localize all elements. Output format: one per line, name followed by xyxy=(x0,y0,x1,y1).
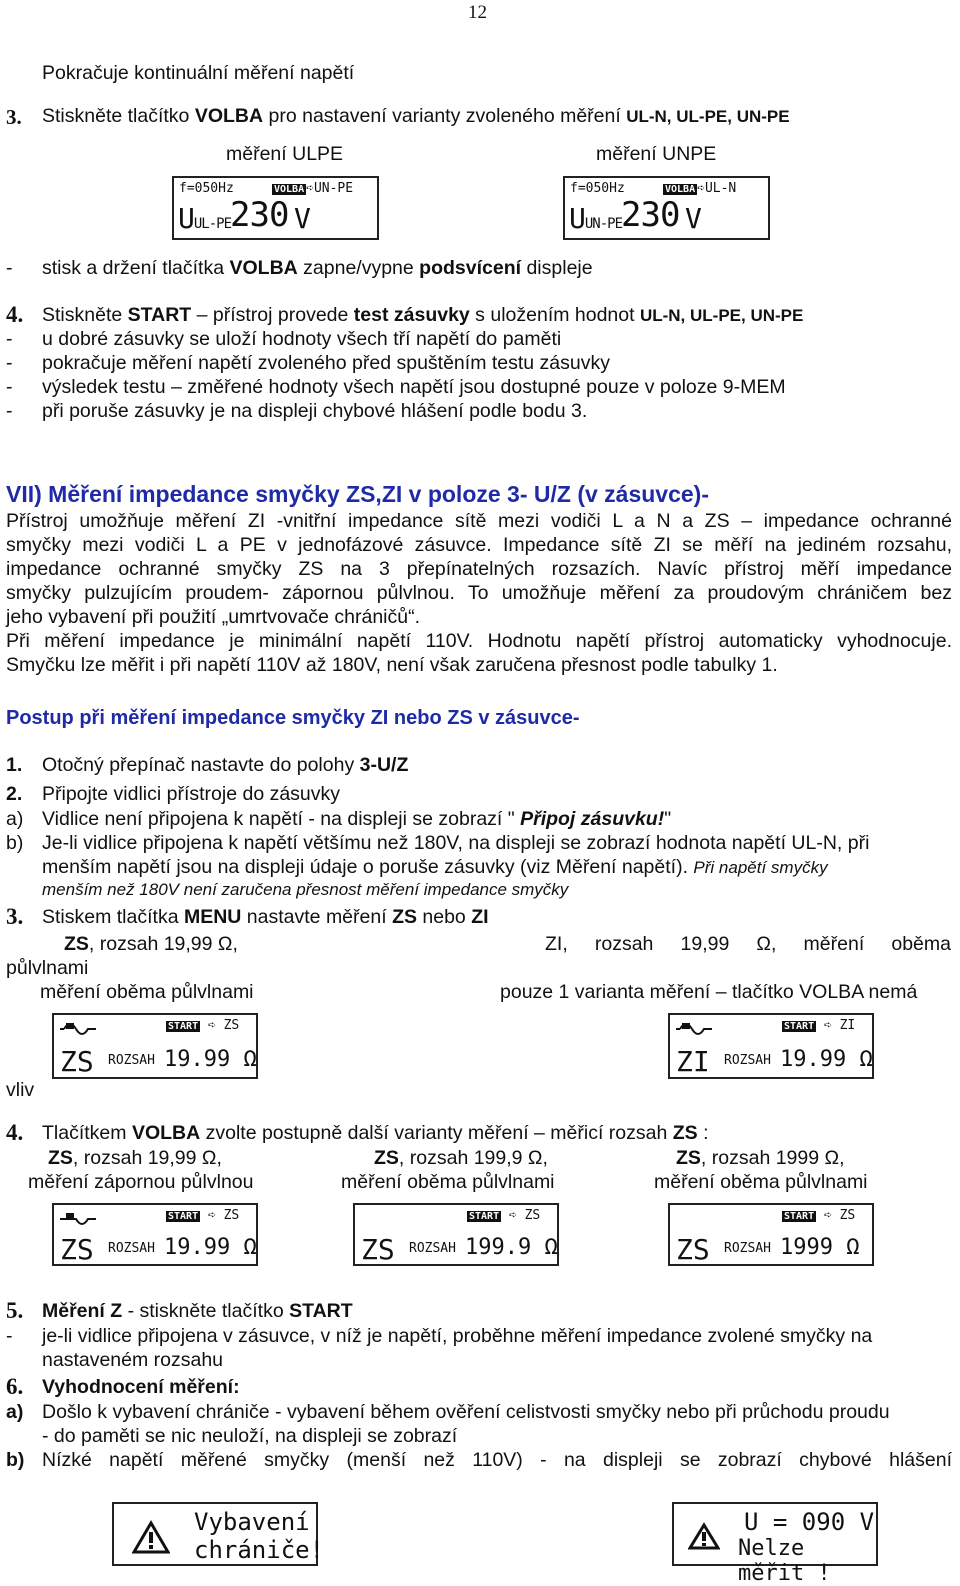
zs-range: ZS, rozsah 19,99 Ω, xyxy=(64,933,238,955)
step-number: 3. xyxy=(6,105,22,129)
step-2: 2. Připojte vidlici přístroje do zásuvky xyxy=(6,783,341,805)
zi-mode: pouze 1 varianta měření – tlačítko VOLBA nemá xyxy=(500,981,918,1003)
zi-range: ZI, rozsah 19,99 Ω, měření oběma xyxy=(545,933,951,955)
page-number: 12 xyxy=(468,2,487,23)
paragraph-line: smyčky pulzujícím proudem- zápornou půlvlnou. To umožňuje měření za proudovým chráničem bez xyxy=(6,582,952,604)
step-1: 1. Otočný přepínač nastavte do polohy 3-U/Z xyxy=(6,754,409,776)
lcd-zi: START ➪ ZI ZI ROZSAH 19.99 Ω xyxy=(668,1013,874,1079)
step-6b: b) Nízké napětí měřené smyčky (menší než 110V) - na displeji se zobrazí chybové hlášení xyxy=(6,1449,952,1471)
step-6: 6. Vyhodnocení měření: xyxy=(6,1374,240,1399)
list-item-cont: nastaveném rozsahu xyxy=(42,1349,224,1371)
lcd-zs-199: START ➪ ZS ZS ROZSAH 199.9 Ω xyxy=(353,1203,559,1266)
step-4-volba: 4. Tlačítkem VOLBA zvolte postupně další varianty měření – měřicí rozsah ZS : xyxy=(6,1120,709,1145)
backlight-note: - stisk a držení tlačítka VOLBA zapne/vypne podsvícení displeje xyxy=(6,257,593,279)
paragraph-line: jeho vybavení při použití „umrtvovače chráničů“. xyxy=(6,606,421,628)
paragraph-line: Přístroj umožňuje měření ZI -vnitřní impedance sítě mezi vodiči L a N a ZS – impedance ochranné xyxy=(6,510,952,532)
step-5: 5. Měření Z - stiskněte tlačítko START xyxy=(6,1298,353,1323)
warning-icon xyxy=(132,1520,170,1554)
half-wave-icon xyxy=(58,1209,98,1229)
paragraph-line: Smyčku lze měřit i při napětí 110V až 180V, není však zaručena přesnost podle tabulky 1. xyxy=(6,654,778,676)
zi-range-cont: půlvlnami xyxy=(6,957,89,979)
warning-icon xyxy=(688,1522,720,1550)
step-3-menu: 3. Stiskem tlačítka MENU nastavte měření ZS nebo ZI xyxy=(6,904,489,929)
section-heading: VII) Měření impedance smyčky ZS,ZI v poloze 3- U/Z (v zásuvce)- xyxy=(6,481,709,507)
variant-mode: měření oběma půlvlnami xyxy=(341,1171,555,1193)
lcd-unpe: f=050Hz VOLBA ➪UL-N UUN-PE 230 V xyxy=(563,176,770,240)
waveform-icon xyxy=(58,1019,98,1039)
lcd-ulpe: f=050Hz VOLBA ➪UN-PE UUL-PE 230 V xyxy=(172,176,379,240)
step-2a: a) Vidlice není připojena k napětí - na displeji se zobrazí " Připoj zásuvku!" xyxy=(6,808,672,830)
step-2b: b) Je-li vidlice připojena k napětí většímu než 180V, na displeji se zobrazí hodnota napětí UL-N, při xyxy=(6,832,870,854)
lcd-zs-both: START ➪ ZS ZS ROZSAH 19.99 Ω xyxy=(52,1013,258,1079)
list-item: - je-li vidlice připojena v zásuvce, v níž je napětí, proběhne měření impedance zvolené smyčky na xyxy=(6,1325,873,1347)
list-item: - pokračuje měření napětí zvoleného před spuštěním testu zásuvky xyxy=(6,352,610,374)
variant-range: ZS, rozsah 1999 Ω, xyxy=(676,1147,845,1169)
variant-range: ZS, rozsah 19,99 Ω, xyxy=(48,1147,222,1169)
variant-range: ZS, rozsah 199,9 Ω, xyxy=(374,1147,548,1169)
arrow-icon: ➪ xyxy=(306,181,314,196)
lcd-zs-1999: START ➪ ZS ZS ROZSAH 1999 Ω xyxy=(668,1203,874,1266)
paragraph-line: Při měření impedance je minimální napětí 110V. Hodnotu napětí přístroj automaticky vyhodnocuje. xyxy=(6,630,952,652)
zi-mode-cont: vliv xyxy=(6,1079,35,1101)
list-item: - při poruše zásuvky je na displeji chybové hlášení podle bodu 3. xyxy=(6,400,588,422)
list-item: - výsledek testu – změřené hodnoty všech napětí jsou dostupné pouze v poloze 9-MEM xyxy=(6,376,786,398)
step-2b-line3: menším než 180V není zaručena přesnost měření impedance smyčky xyxy=(42,880,569,899)
step-3: 3. Stiskněte tlačítko VOLBA pro nastavení varianty zvoleného měření UL-N, UL-PE, UN-PE xyxy=(6,105,790,129)
step-4-test: 4. Stiskněte START – přístroj provede test zásuvky s uložením hodnot UL-N, UL-PE, UN-PE xyxy=(6,302,804,327)
paragraph-line: impedance ochranné smyčky ZS na 3 přepínatelných rozsazích. Navíc přístroj měří impedance xyxy=(6,558,952,580)
lcd-breaker-tripped: Vybavení chrániče! xyxy=(112,1502,318,1566)
step-2b-line2: menším napětí jsou na displeji údaje o poruše zásuvky (viz Měření napětí). Při napětí smyčky xyxy=(42,856,828,878)
continuation-text: Pokračuje kontinuální měření napětí xyxy=(42,62,355,84)
variant-mode: měření oběma půlvlnami xyxy=(654,1171,868,1193)
arrow-icon: ➪ xyxy=(697,181,705,196)
variant-mode: měření zápornou půlvlnou xyxy=(28,1171,254,1193)
zs-mode: měření oběma půlvlnami xyxy=(40,981,254,1003)
list-item: - u dobré zásuvky se uloží hodnoty všech tří napětí do paměti xyxy=(6,328,562,350)
lcd-zs-negative: START ➪ ZS ZS ROZSAH 19.99 Ω xyxy=(52,1203,258,1266)
waveform-icon xyxy=(674,1019,714,1039)
paragraph-line: smyčky mezi vodiči L a PE v jednofázové zásuvce. Impedance sítě ZI se měří na jediném rozsahu, xyxy=(6,534,952,556)
lcd-low-voltage: U = 090 V Nelze měřit ! xyxy=(672,1502,878,1566)
caption-ulpe: měření ULPE xyxy=(226,143,344,165)
step-6a-cont: - do paměti se nic neuloží, na displeji se zobrazí xyxy=(42,1425,458,1447)
caption-unpe: měření UNPE xyxy=(596,143,717,165)
procedure-heading: Postup při měření impedance smyčky ZI nebo ZS v zásuvce- xyxy=(6,707,580,729)
step-6a: a) Došlo k vybavení chrániče - vybavení během ověření celistvosti smyčky nebo při průchodu proudu xyxy=(6,1401,890,1423)
